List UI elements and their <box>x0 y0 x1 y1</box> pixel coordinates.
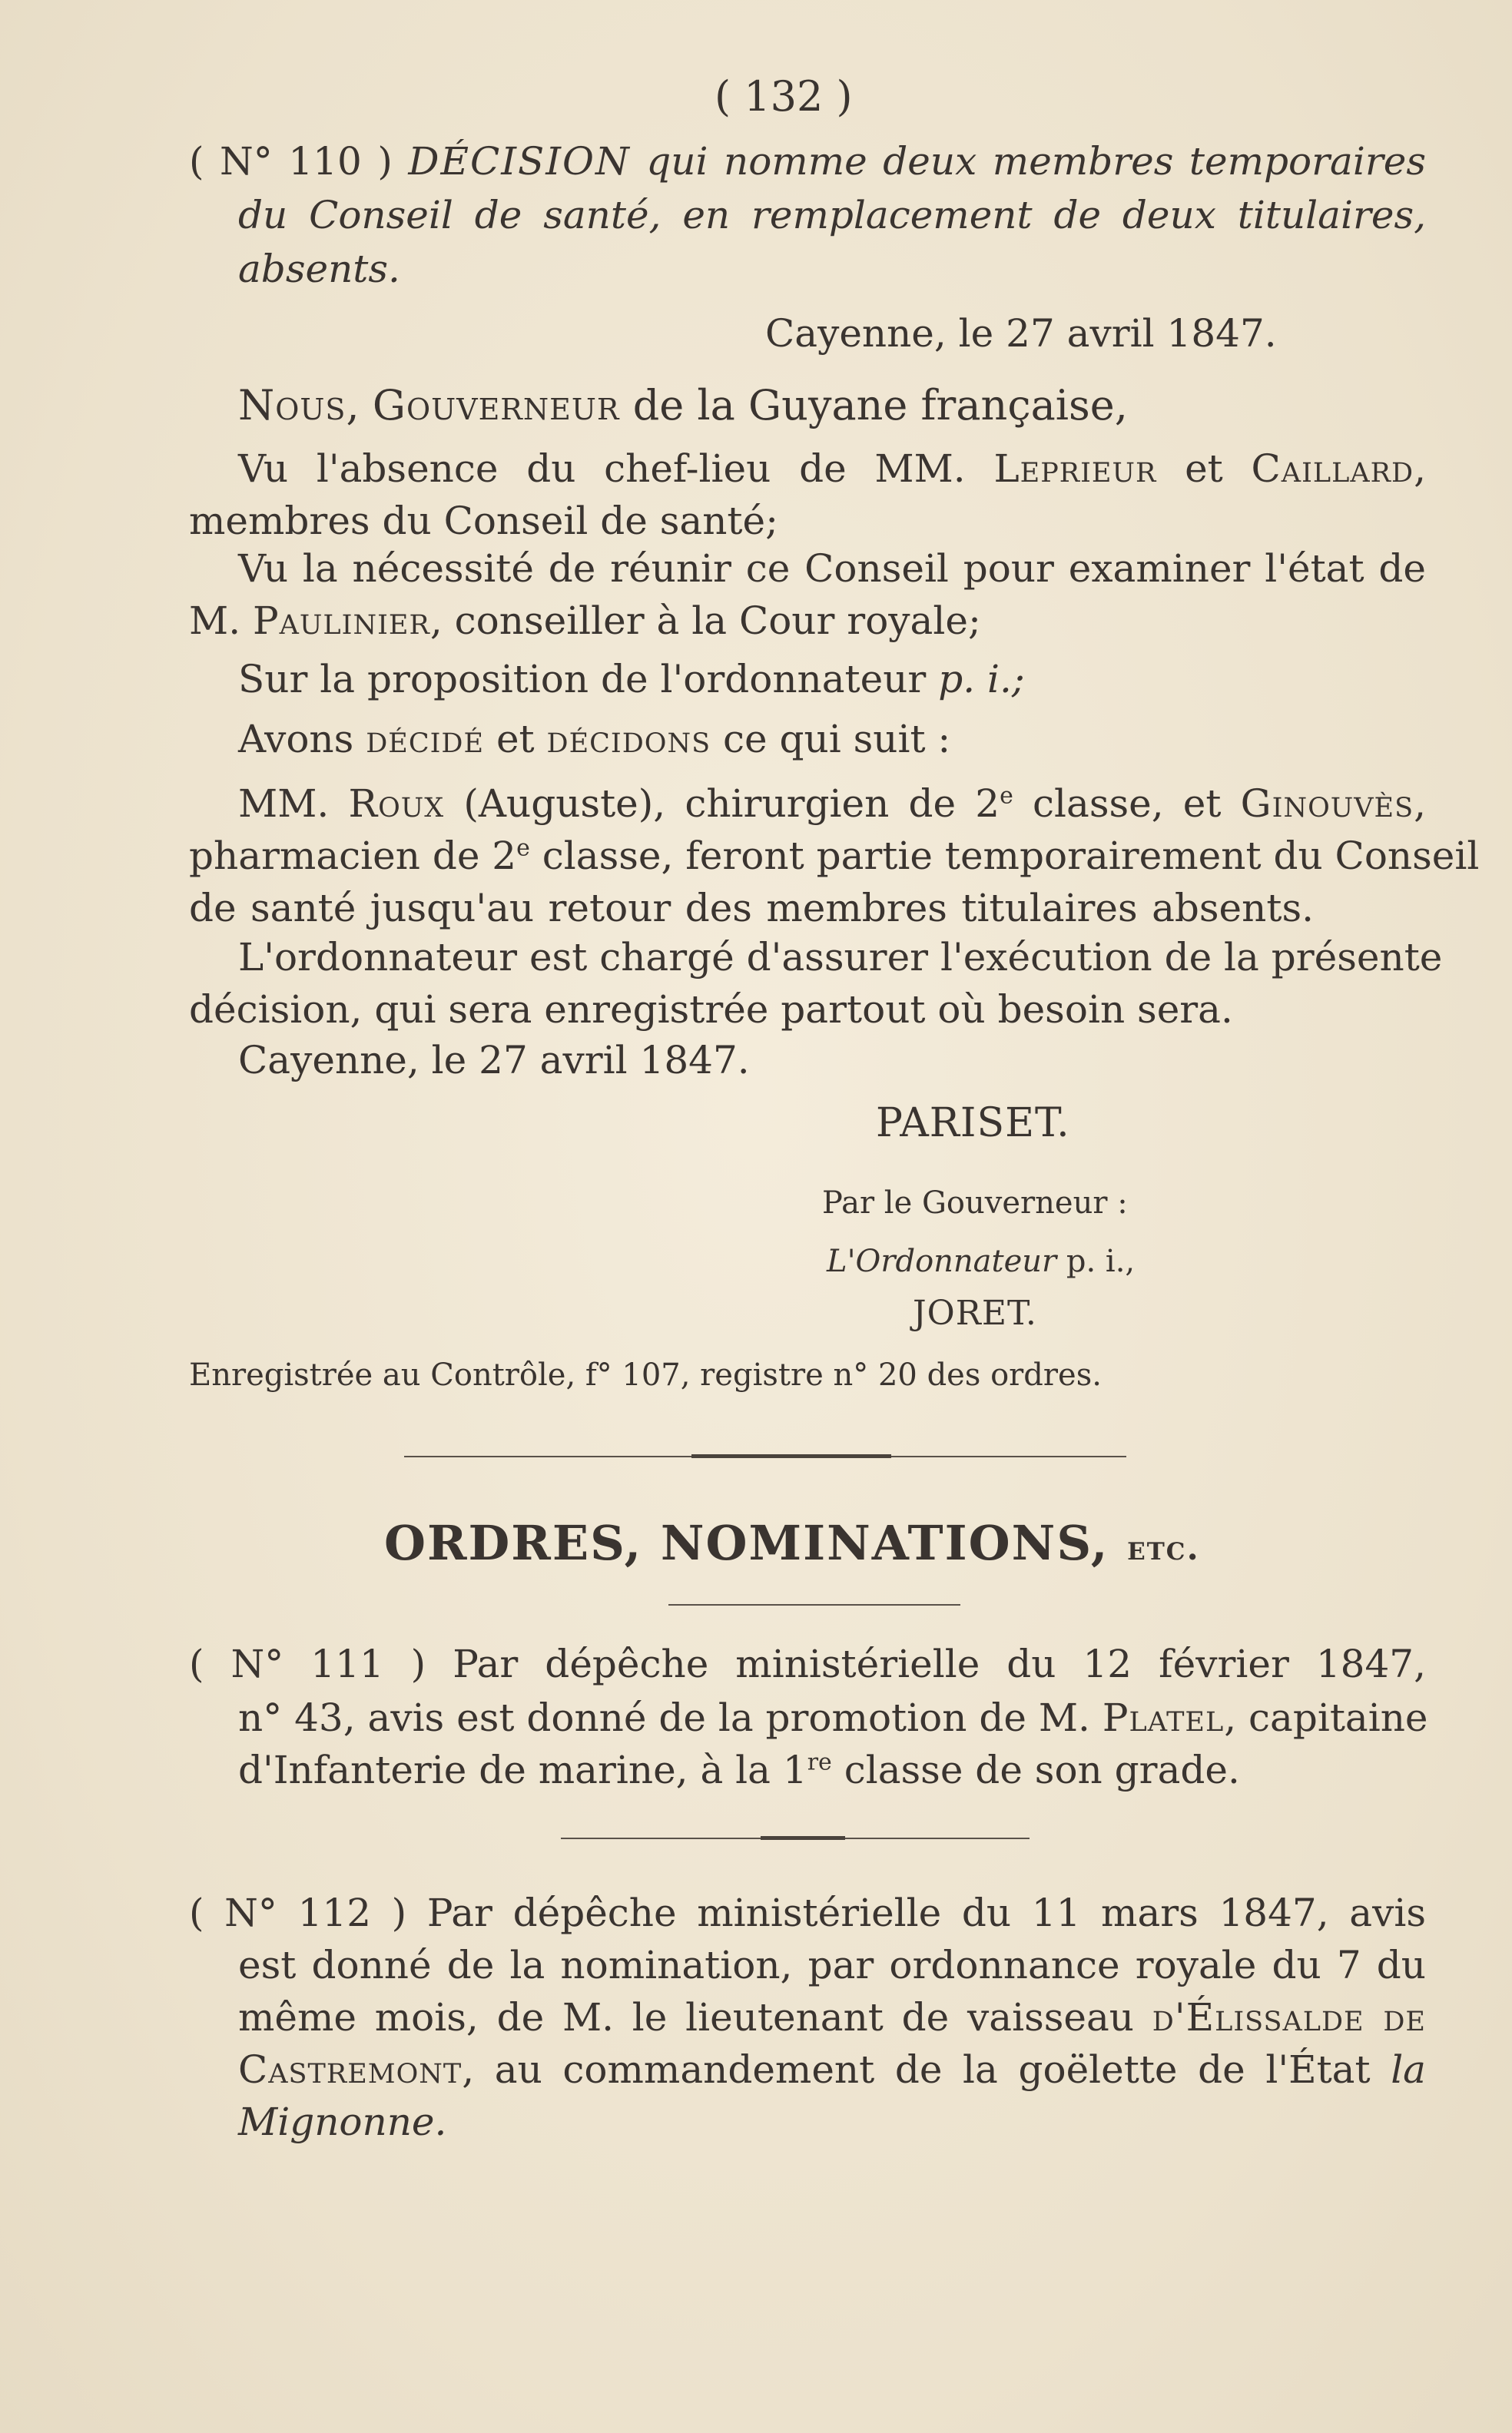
vu1-line2: membres du Conseil de santé; <box>189 499 778 543</box>
item112-line4 <box>238 2045 1426 2094</box>
decision-title-line2: du Conseil de santé, en remplacement de deux titulaires, <box>238 193 1426 237</box>
decision-title-line3: absents. <box>238 247 400 291</box>
item111-line3-sup: re <box>807 1749 832 1776</box>
vu1-text: Vu l'absence du chef-lieu de MM. <box>238 446 966 491</box>
enregistree-note: Enregistrée au Contrôle, f° 107, registre n° 20 des ordres. <box>189 1357 1102 1393</box>
item111-line3 <box>238 1745 1240 1795</box>
decision-title-word: DÉCISION <box>408 139 631 184</box>
signature-joret: JORET. <box>913 1294 1037 1333</box>
name-roux: Roux <box>348 781 445 826</box>
sur-line <box>238 655 1025 704</box>
separator-rule-2-center <box>761 1836 845 1840</box>
item112-line4-la: la <box>1391 2047 1426 2092</box>
intro-line: Nous, Gouverneur de la Guyane française, <box>238 381 1128 429</box>
closing-date: Cayenne, le 27 avril 1847. <box>238 1038 750 1082</box>
avons-decidons: décidons <box>546 717 711 761</box>
vu1-and: et <box>1185 446 1223 491</box>
intro-nous: Nous <box>238 381 346 429</box>
item111-line1-rest: Par dépêche ministérielle du 12 février 1847, <box>453 1642 1426 1686</box>
avons-text: Avons <box>238 717 354 761</box>
par-le-gouverneur: Par le Gouverneur : <box>822 1185 1128 1221</box>
vu2-line1: Vu la nécessité de réunir ce Conseil pour examiner l'état de <box>238 546 1426 591</box>
item112-line1 <box>189 1888 1426 1937</box>
name-ginouves: Ginouvès <box>1240 781 1414 826</box>
item111-line3-b: classe de son grade. <box>844 1748 1240 1792</box>
item111-line2-a: n° 43, avis est donné de la promotion de M. <box>238 1695 1090 1740</box>
mm-line2-b: classe, feront partie temporairement du Conseil <box>542 834 1480 878</box>
item112-number: ( N° 112 ) <box>189 1891 407 1935</box>
avons-rest: ce qui suit : <box>723 717 951 761</box>
mm-line1: MM. Roux (Auguste), chirurgien de 2e classe, et Ginouvès, <box>238 781 1426 826</box>
name-caillard: Caillard <box>1251 446 1414 491</box>
item111-line2 <box>238 1693 1426 1742</box>
name-elissalde: d'Élissalde de <box>1152 1995 1426 2040</box>
ordonnateur-signature-line <box>827 1237 1135 1286</box>
section-heading-text: ORDRES, NOMINATIONS, <box>384 1515 1109 1571</box>
separator-rule-center <box>691 1454 891 1458</box>
mm-line2-a: pharmacien de 2 <box>189 834 517 878</box>
item112-line1-rest: Par dépêche ministérielle du 11 mars 1847, avis <box>426 1891 1426 1935</box>
avons-line <box>238 714 950 764</box>
item111-number: ( N° 111 ) <box>189 1642 426 1686</box>
item111-line3-a: d'Infanterie de marine, à la 1 <box>238 1748 807 1792</box>
mm-line3: de santé jusqu'au retour des membres titulaires absents. <box>189 886 1314 930</box>
ordonnateur-line1: L'ordonnateur est chargé d'assurer l'exécution de la présente <box>238 935 1443 979</box>
item112-line2: est donné de la nomination, par ordonnance royale du 7 du <box>238 1943 1426 1987</box>
item111-line1 <box>189 1639 1426 1689</box>
mm-text: MM. <box>238 781 330 826</box>
page-number: ( 132 ) <box>715 72 853 121</box>
ordonnateur-line2: décision, qui sera enregistrée partout où besoin sera. <box>189 987 1233 1032</box>
vu2-rest: , conseiller à la Cour royale; <box>429 598 981 643</box>
name-paulinier: Paulinier <box>253 598 430 643</box>
name-castremont: Castremont <box>238 2047 463 2092</box>
signature-pariset: PARISET. <box>876 1100 1070 1146</box>
sur-text: Sur la proposition de l'ordonnateur <box>238 657 927 701</box>
item112-line3-a: même mois, de M. le lieutenant de vaisseau <box>238 1995 1134 2040</box>
ordonnateur-pi: p. i., <box>1066 1244 1136 1279</box>
vu2-m: M. <box>189 598 241 643</box>
decision-title-line1 <box>189 137 1426 186</box>
intro-rest: de la Guyane française, <box>632 381 1128 429</box>
item112-line4-rest: , au commandement de la goëlette de l'État <box>462 2047 1371 2092</box>
mm-c: classe, et <box>1033 781 1222 826</box>
ordonnateur-label: L'Ordonnateur <box>827 1244 1057 1279</box>
avons-et: et <box>496 717 535 761</box>
vu1-line1: Vu l'absence du chef-lieu de MM. Leprieur et Caillard, <box>238 446 1426 491</box>
avons-decide: décidé <box>366 717 485 761</box>
intro-gouverneur: Gouverneur <box>372 381 620 429</box>
place-date: Cayenne, le 27 avril 1847. <box>765 311 1277 356</box>
name-leprieur: Leprieur <box>993 446 1157 491</box>
item111-line2-b: , capitaine <box>1224 1695 1428 1740</box>
decision-title-rest: qui nomme deux membres temporaires <box>646 139 1426 184</box>
vu2-line2 <box>189 596 981 645</box>
section-heading-etc: etc. <box>1127 1529 1200 1568</box>
decision-number: ( N° 110 ) <box>189 139 393 184</box>
section-heading <box>384 1515 1200 1571</box>
mm-b: (Auguste), chirurgien de 2 <box>463 781 1000 826</box>
name-platel: Platel <box>1102 1695 1225 1740</box>
item112-line5: Mignonne. <box>238 2100 447 2144</box>
mm-line2 <box>189 831 1480 880</box>
sur-pi: p. i.; <box>938 657 1025 701</box>
item112-line3 <box>238 1993 1426 2042</box>
mm-sup: e <box>1000 782 1013 810</box>
heading-underline <box>668 1604 960 1606</box>
mm-line2-sup: e <box>516 834 530 862</box>
